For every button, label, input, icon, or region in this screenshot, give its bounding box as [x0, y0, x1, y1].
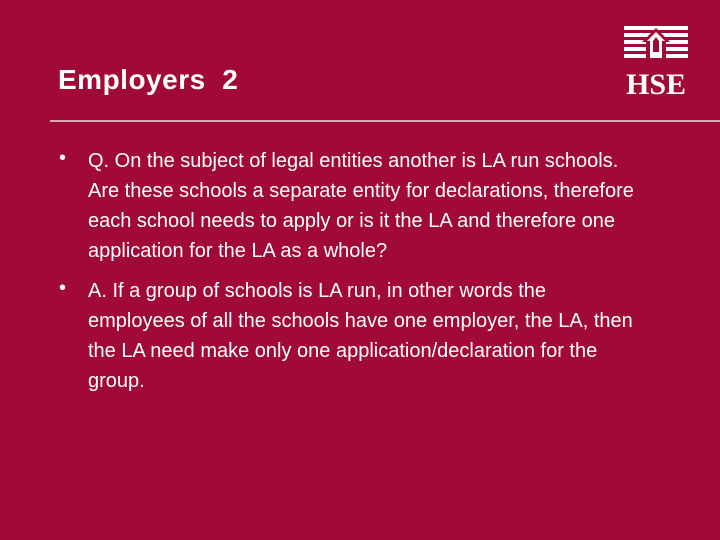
hse-logo-text: HSE: [625, 68, 687, 98]
bullet-question: [58, 146, 638, 266]
answer-text: A. If a group of schools is LA run, in other words the employees of all the schools have one employer, the LA, then the LA need make only one application/declaration for the group.: [88, 280, 633, 392]
slide-title: Employers 2: [58, 64, 239, 95]
bullet-list: [58, 146, 638, 406]
bullet-answer: [58, 276, 638, 396]
title-divider: [50, 120, 720, 122]
question-text: Q. On the subject of legal entities another is LA run schools. Are these schools a separate entity for declarations, therefore each school needs to apply or is it the LA and therefore one application for the LA as a whole?: [88, 150, 634, 262]
bullet-marker: •: [59, 277, 67, 299]
hse-logo: [620, 22, 692, 98]
bullet-marker: •: [59, 147, 67, 169]
